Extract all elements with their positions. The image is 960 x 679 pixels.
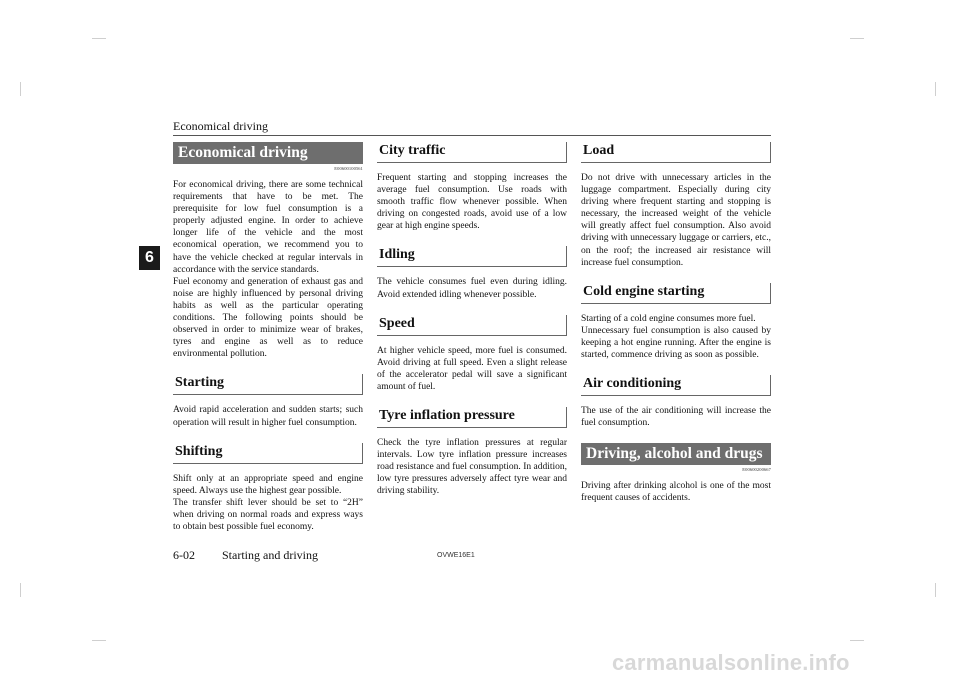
subheading-starting: Starting — [173, 374, 363, 395]
crop-mark — [6, 583, 21, 597]
page-number: 6-02 — [173, 548, 195, 562]
subheading-idling: Idling — [377, 246, 567, 267]
crop-mark — [92, 640, 106, 655]
running-header: Economical driving — [173, 119, 268, 133]
subheading-shifting: Shifting — [173, 443, 363, 464]
crop-mark — [850, 24, 864, 39]
column-3 — [581, 142, 771, 505]
subheading-city-traffic: City traffic — [377, 142, 567, 163]
load-paragraph: Do not drive with unnecessary articles in the luggage compartment. Especially during city driving where frequent starting and stopping is necessary, the increased weight of the vehicle will greatly affect fuel consumption. Also avoid driving with unnecessary luggage or carriers, etc., on the roof; the increased air resistance will increase fuel consumption. — [581, 173, 771, 268]
watermark: carmanualsonline.info — [612, 650, 850, 675]
subheading-tyre-inflation: Tyre inflation pressure — [377, 407, 567, 428]
intro-paragraph-2: Fuel economy and generation of exhaust gas and noise are highly influenced by personal driving habits as well as the particular operating conditions. The following points should be observed in order to minimize wear of brakes, tyres and engine as well as to reduce environmental pollution. — [173, 276, 363, 360]
chapter-tab: 6 — [139, 246, 160, 270]
crop-mark — [935, 82, 950, 96]
crop-mark — [92, 24, 106, 39]
subheading-load: Load — [581, 142, 771, 163]
speed-paragraph: At higher vehicle speed, more fuel is consumed. Avoid driving at full speed. Even a slight release of the accelerator pedal will save a significant amount of fuel. — [377, 345, 567, 392]
shifting-paragraph-2: The transfer shift lever should be set to “2H” when driving on normal roads and express ways to obtain best possible fuel economy. — [173, 497, 363, 532]
subheading-air-conditioning: Air conditioning — [581, 375, 771, 396]
starting-paragraph: Avoid rapid acceleration and sudden starts; such operation will result in higher fuel consumption. — [173, 405, 363, 428]
intro-paragraph-1: For economical driving, there are some technical requirements that have to be met. The prerequisite for low fuel consumption is a properly adjusted engine. In order to achieve longer life of the vehicle and the most economical operation, we recommend you to have the vehicle checked at regular intervals in accordance with the service standards. — [173, 180, 363, 275]
header-rule — [173, 135, 771, 136]
air-conditioning-paragraph: The use of the air conditioning will increase the fuel consumption. — [581, 406, 771, 429]
section-heading-economical-driving: Economical driving — [173, 142, 363, 164]
section-heading-driving-alcohol-drugs: Driving, alcohol and drugs — [581, 443, 771, 465]
alcohol-paragraph: Driving after drinking alcohol is one of the most frequent causes of accidents. — [581, 481, 771, 504]
subheading-speed: Speed — [377, 315, 567, 336]
footer-doc-code: OVWE16E1 — [437, 552, 475, 559]
city-traffic-paragraph: Frequent starting and stopping increases the average fuel consumption. Use roads with smooth traffic flow whenever possible. When driving on congested roads, avoid use of a low gear at high engine speeds. — [377, 173, 567, 232]
column-2 — [377, 142, 567, 498]
shifting-paragraph-1: Shift only at an appropriate speed and engine speed. Always use the highest gear possible. — [173, 473, 363, 496]
crop-mark — [935, 583, 950, 597]
idling-paragraph: The vehicle consumes fuel even during idling. Avoid extended idling whenever possible. — [377, 277, 567, 300]
section-code: E00600200667 — [742, 467, 771, 473]
footer-section-title: Starting and driving — [222, 548, 318, 562]
crop-mark — [6, 82, 21, 96]
section-code: E00600100561 — [334, 166, 363, 171]
subheading-cold-engine: Cold engine starting — [581, 283, 771, 304]
crop-mark — [850, 640, 864, 655]
cold-engine-paragraph-1: Starting of a cold engine consumes more fuel. — [581, 313, 756, 324]
cold-engine-paragraph-2: Unnecessary fuel consumption is also caused by keeping a hot engine running. After the engine is started, commence driving as soon as possible. — [581, 325, 771, 361]
column-1 — [173, 142, 363, 533]
tyre-paragraph: Check the tyre inflation pressures at regular intervals. Low tyre inflation pressure increases road resistance and fuel consumption. In addition, low tyre pressures adversely affect tyre wear and driving stability. — [377, 438, 567, 497]
